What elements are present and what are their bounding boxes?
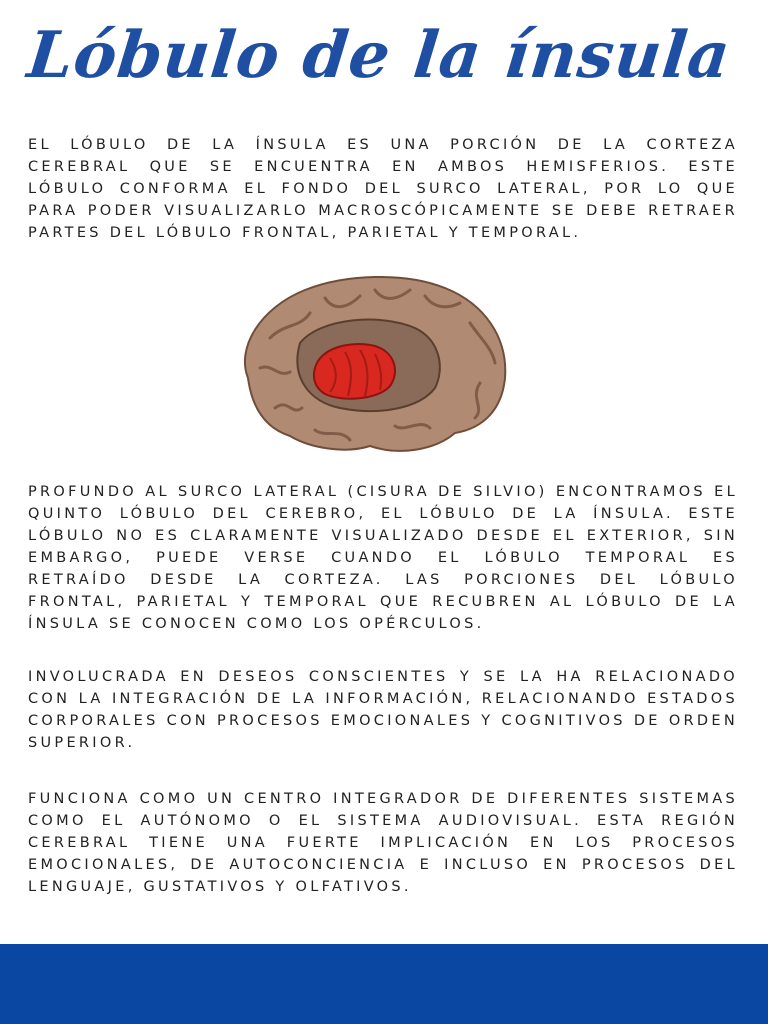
brain-insula-image bbox=[230, 268, 510, 458]
paragraph-location: PROFUNDO AL SURCO LATERAL (CISURA DE SILVIO) ENCONTRAMOS EL QUINTO LÓBULO DEL CEREBRO, EL LÓBULO DE LA ÍNSULA. ESTE LÓBULO NO ES CLARAMENTE VISUALIZADO DESDE EL EXTERIOR, SIN EMBARGO, PUEDE VERSE CUANDO EL LÓBULO TEMPORAL ES RETRAÍDO DESDE LA CORTEZA. LAS PORCIONES DEL LÓBULO FRONTAL, PARIETAL Y TEMPORAL QUE RECUBREN AL LÓBULO DE LA ÍNSULA SE CONOCEN COMO LOS OPÉRCULOS. bbox=[28, 484, 738, 632]
brain-illustration bbox=[230, 268, 510, 458]
paragraph-intro: EL LÓBULO DE LA ÍNSULA ES UNA PORCIÓN DE LA CORTEZA CEREBRAL QUE SE ENCUENTRA EN AMBOS HEMISFERIOS. ESTE LÓBULO CONFORMA EL FONDO DEL SURCO LATERAL, POR LO QUE PARA PODER VISUALIZARLO MACROSCÓPICAMENTE SE DEBE RETRAER PARTES DEL LÓBULO FRONTAL, PARIETAL Y TEMPORAL. bbox=[28, 137, 738, 241]
page-title: Lóbulo de la ínsula bbox=[24, 18, 735, 93]
paragraph-involvement: INVOLUCRADA EN DESEOS CONSCIENTES Y SE LA HA RELACIONADO CON LA INTEGRACIÓN DE LA INFORMACIÓN, RELACIONANDO ESTADOS CORPORALES CON PROCESOS EMOCIONALES Y COGNITIVOS DE ORDEN SUPERIOR. bbox=[28, 669, 738, 751]
paragraph-function: FUNCIONA COMO UN CENTRO INTEGRADOR DE DIFERENTES SISTEMAS COMO EL AUTÓNOMO O EL SISTEMA AUDIOVISUAL. ESTA REGIÓN CEREBRAL TIENE UNA FUERTE IMPLICACIÓN EN LOS PROCESOS EMOCIONALES, DE AUTOCONCIENCIA E INCLUSO EN PROCESOS DEL LENGUAJE, GUSTATIVOS Y OLFATIVOS. bbox=[28, 791, 738, 895]
footer-band bbox=[0, 944, 768, 1024]
insula-region bbox=[314, 344, 395, 399]
